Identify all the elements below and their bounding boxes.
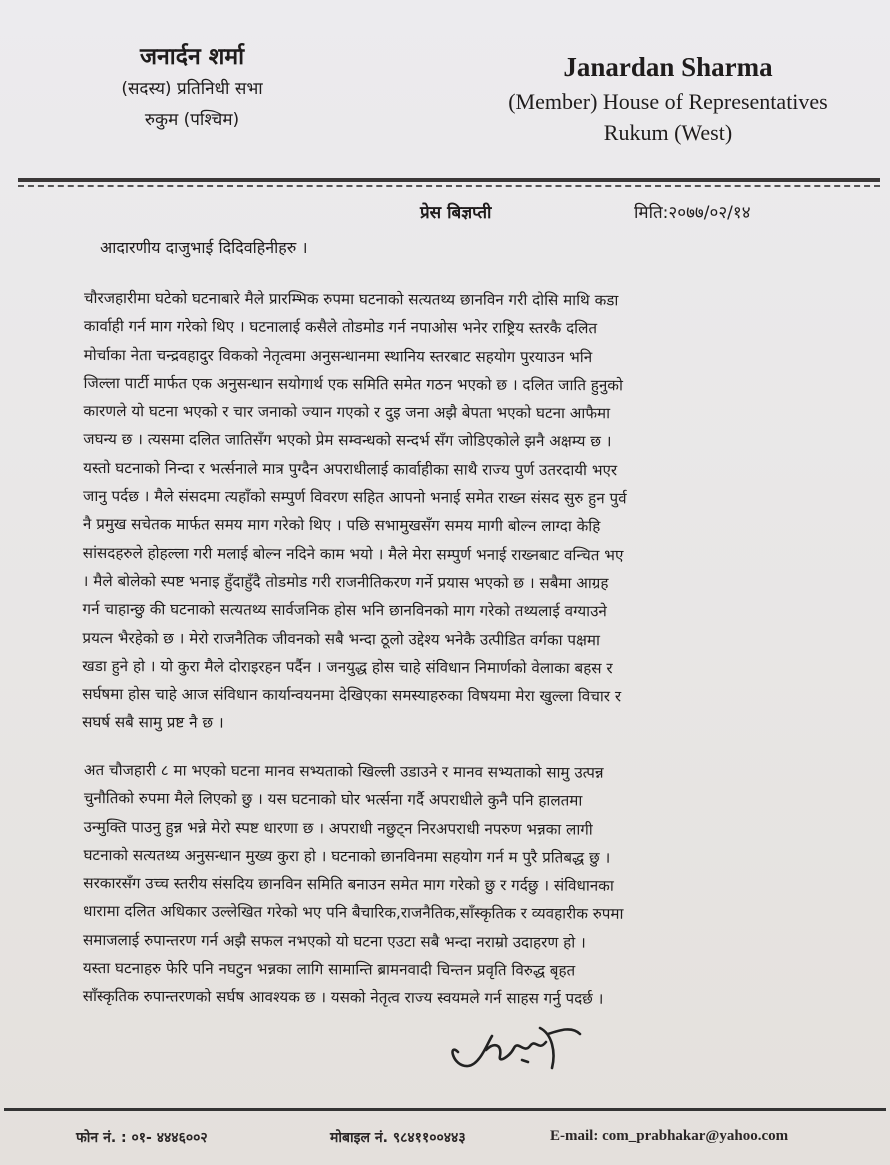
body-paragraph-1: [82, 284, 820, 740]
text-line: साँस्कृतिक रुपान्तरणको सर्घष आवश्यक छ । यसको नेतृत्व राज्य स्वयमले गर्न साहस गर्नु पदर्छ ।: [82, 987, 604, 1009]
text-line: धारामा दलित अधिकार उल्लेखित गरेको भए पनि बैचारिक,राजनैतिक,साँस्कृतिक र व्यवहारीक रुपमा: [83, 902, 624, 924]
footer-divider: [4, 1108, 886, 1111]
signature-icon: [440, 1012, 590, 1082]
text-line: घटनाको सत्यतथ्य अनुसन्धान मुख्य कुरा हो । घटनाको छानविनमा सहयोग गर्न म पुरै प्रतिबद्ध छु ।: [83, 845, 611, 867]
footer-phone: फोन नं. : ०१- ४४४६००२: [76, 1130, 208, 1146]
text-line: उन्मुक्ति पाउनु हुन्न भन्ने मेरो स्पष्ट धारणा छ । अपराधी नछुट्न निरअपराधी नपरुण भन्नका लागी: [83, 817, 593, 839]
text-line: कारणले यो घटना भएको र चार जनाको ज्यान गएको र दुइ जना अझै बेपता भएको घटना आफैमा: [83, 402, 611, 423]
text-line: सांसदहरुले होहल्ला गरी मलाई बोल्न नदिने काम भयो । मैले मेरा सम्पुर्ण भनाई राख्नबाट वन्चित भए: [82, 543, 624, 565]
text-line: । मैले बोलेको स्पष्ट भनाइ हुँदाहुँदै तोडमोड गरी राजनीतिकरण गर्ने प्रयास भएको छ । सबैमा आग्रह: [82, 571, 609, 593]
text-line: समाजलाई रुपान्तरण गर्न अझै सफल नभएको यो घटना एउटा सबै भन्दा नराम्रो उदाहरण हो ।: [82, 930, 586, 952]
salutation: आदारणीय दाजुभाई दिदिवहिनीहरु ।: [100, 238, 308, 257]
text-line: जिल्ला पार्टी मार्फत एक अनुसन्धान सयोगार्थ एक समिति समेत गठन भएको छ । दलित जाति हुनुको: [83, 373, 623, 395]
header-divider: [18, 178, 880, 182]
text-line: मोर्चाका नेता चन्द्रवहादुर विकको नेतृत्वमा अनुसन्धानमा स्थानिय स्तरबाट सहयोग पुरयाउन भनि: [83, 345, 593, 366]
text-line: खडा हुने हो । यो कुरा मैले दोराइरहन पर्दैन । जनयुद्ध होस चाहे संविधान निमार्णको वेलाका बहस र: [82, 656, 613, 678]
text-line: अत चौजहारी ८ मा भएको घटना मानव सभ्यताको खिल्ली उडाउने र मानव सभ्यताको सामु उत्पन्न: [83, 760, 604, 782]
text-line: कार्वाही गर्न माग गरेको थिए । घटनालाई कसैले तोडमोड गर्न नपाओस भनेर राष्ट्रिय स्तरकै दलित: [83, 317, 598, 338]
text-line: जानु पर्दछ । मैले संसदमा त्यहाँको सम्पुर्ण विवरण सहित आपनो भनाई समेत राख्न संसद सुरु हुन पुर्व: [83, 487, 627, 508]
text-line: यस्तो घटनाको निन्दा र भर्त्सनाले मात्र पुग्दैन अपराधीलाई कार्वाहीका साथै राज्य पुर्ण उतरदायी भएर: [83, 458, 618, 480]
header-divider-dashed: [18, 185, 880, 187]
sender-name-english: Janardan Sharma: [563, 52, 773, 82]
footer-mobile: मोबाइल नं. ९८४११००४४३: [330, 1130, 466, 1146]
sender-name-nepali: जनार्दन शर्मा: [139, 44, 245, 70]
text-line: सरकारसँग उच्च स्तरीय संसदिय छानविन समिति बनाउन समेत माग गरेको छु र गर्दछु । संविधानका: [83, 874, 614, 895]
sender-title-english: (Member) House of Representatives: [508, 89, 828, 114]
text-line: प्रयत्न भैरहेको छ । मेरो राजनैतिक जीवनको सबै भन्दा ठूलो उद्देश्य भनेकै उत्पीडित वर्गका पक्षमा: [82, 628, 601, 649]
document-title: प्रेस बिज्ञप्ती: [420, 203, 492, 223]
header-english: [478, 48, 858, 148]
text-line: चुनौतिको रुपमा मैले लिएको छु । यस घटनाको घोर भर्त्सना गर्दै अपराधीले कुनै पनि हालतमा: [83, 789, 583, 810]
header-nepali: [82, 40, 302, 136]
text-line: जघन्य छ । त्यसमा दलित जातिसँग भएको प्रेम सम्वन्धको सन्दर्भ सँग जोडिएकोले झनै अक्षम्य छ ।: [83, 430, 612, 451]
body-paragraph-2: [83, 756, 820, 1015]
document-date: मिति:२०७७/०२/१४: [634, 203, 751, 223]
sender-constituency-nepali: रुकुम (पश्चिम): [144, 110, 240, 130]
sender-constituency-english: Rukum (West): [603, 120, 733, 145]
text-line: सघर्ष सबै सामु प्रष्ट नै छ ।: [82, 713, 224, 733]
text-line: नै प्रमुख सचेतक मार्फत समय माग गरेको थिए । पछि सभामुखसँग समय मागी बोल्न लाग्दा केहि: [82, 515, 601, 536]
sender-title-nepali: (सदस्य) प्रतिनिधी सभा: [121, 79, 263, 99]
text-line: यस्ता घटनाहरु फेरि पनि नघटुन भन्नका लागि सामान्ति ब्रामनवादी चिन्तन प्रवृति विरुद्ध बृहत: [82, 959, 576, 980]
text-line: गर्न चाहान्छु की घटनाको सत्यतथ्य सार्वजनिक होस भनि छानविनको माग गरेको तथ्यलाई वग्याउने: [82, 600, 607, 621]
footer-email: E-mail: com_prabhakar@yahoo.com: [550, 1128, 789, 1144]
text-line: चौरजहारीमा घटेको घटनाबारे मैले प्रारम्भिक रुपमा घटनाको सत्यतथ्य छानविन गरी दोसि माथि कडा: [83, 288, 619, 310]
text-line: सर्घषमा होस चाहे आज संविधान कार्यान्वयनमा देखिएका समस्याहरुका विषयमा मेरा खुल्ला विचार र: [82, 685, 622, 706]
